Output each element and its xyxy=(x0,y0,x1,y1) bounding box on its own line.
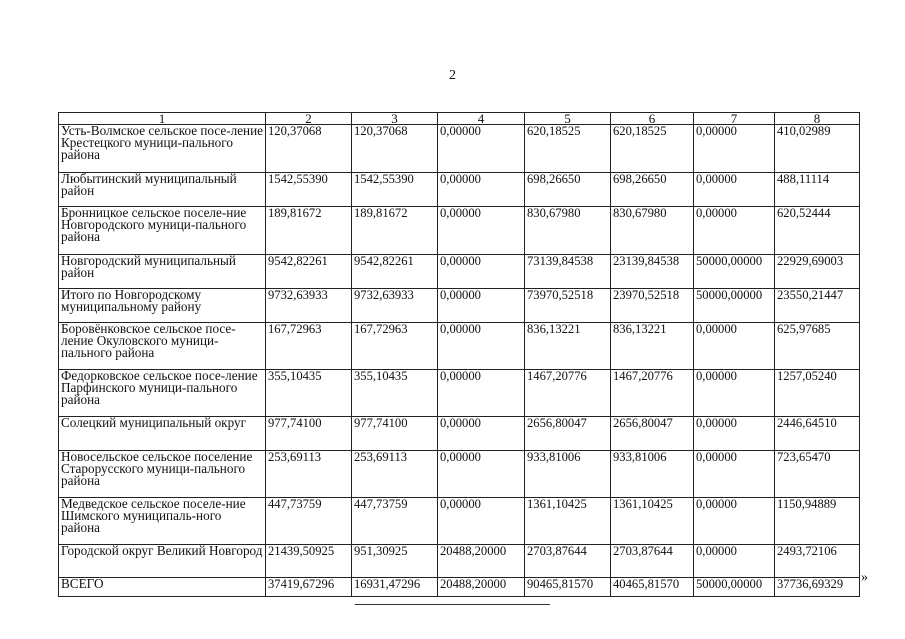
table-row xyxy=(59,417,860,451)
row-value: 189,81672 xyxy=(266,207,352,255)
row-name: Федорковское сельское посе-ление Парфинского муници-пального района xyxy=(59,370,266,417)
row-value: 488,11114 xyxy=(775,173,860,207)
row-value: 836,13221 xyxy=(525,323,611,370)
row-value: 23550,21447 xyxy=(775,289,860,323)
row-value: 23139,84538 xyxy=(611,255,694,289)
row-value: 50000,00000 xyxy=(694,255,775,289)
row-value: 2703,87644 xyxy=(525,545,611,578)
row-value: 620,18525 xyxy=(525,125,611,173)
row-value: 1150,94889 xyxy=(775,498,860,545)
row-value: 951,30925 xyxy=(352,545,438,578)
row-name: Бронницкое сельское поселе-ние Новгородского муници-пального района xyxy=(59,207,266,255)
row-value: 0,00000 xyxy=(438,370,525,417)
row-name: Усть-Волмское сельское посе-ление Крестецкого муници-пального района xyxy=(59,125,266,173)
column-header: 8 xyxy=(775,113,860,125)
row-value: 253,69113 xyxy=(352,451,438,498)
row-value: 977,74100 xyxy=(352,417,438,451)
row-value: 9542,82261 xyxy=(266,255,352,289)
row-value: 50000,00000 xyxy=(694,289,775,323)
row-value: 620,52444 xyxy=(775,207,860,255)
row-value: 0,00000 xyxy=(438,289,525,323)
row-value: 0,00000 xyxy=(694,125,775,173)
table-row xyxy=(59,125,860,173)
row-value: 2446,64510 xyxy=(775,417,860,451)
table-row xyxy=(59,498,860,545)
row-name: Новосельское сельское поселение Старорусского муници-пального района xyxy=(59,451,266,498)
row-value: 9542,82261 xyxy=(352,255,438,289)
row-value: 253,69113 xyxy=(266,451,352,498)
table-row xyxy=(59,451,860,498)
row-value: 20488,20000 xyxy=(438,578,525,597)
row-value: 723,65470 xyxy=(775,451,860,498)
row-name: Городской округ Великий Новгород xyxy=(59,545,266,578)
row-value: 1542,55390 xyxy=(266,173,352,207)
row-value: 2703,87644 xyxy=(611,545,694,578)
column-header: 2 xyxy=(266,113,352,125)
row-value: 167,72963 xyxy=(266,323,352,370)
row-value: 40465,81570 xyxy=(611,578,694,597)
row-value: 0,00000 xyxy=(438,125,525,173)
row-value: 37736,69329 xyxy=(775,578,860,597)
row-value: 836,13221 xyxy=(611,323,694,370)
column-header: 1 xyxy=(59,113,266,125)
row-name: Боровёнковское сельское посе-ление Окуловского муници-пального района xyxy=(59,323,266,370)
row-value: 73139,84538 xyxy=(525,255,611,289)
row-value: 20488,20000 xyxy=(438,545,525,578)
row-value: 1361,10425 xyxy=(525,498,611,545)
row-value: 1257,05240 xyxy=(775,370,860,417)
row-value: 1467,20776 xyxy=(611,370,694,417)
row-value: 0,00000 xyxy=(438,173,525,207)
table-row xyxy=(59,173,860,207)
row-value: 830,67980 xyxy=(525,207,611,255)
row-value: 410,02989 xyxy=(775,125,860,173)
row-value: 625,97685 xyxy=(775,323,860,370)
row-value: 120,37068 xyxy=(266,125,352,173)
row-value: 0,00000 xyxy=(694,207,775,255)
row-value: 977,74100 xyxy=(266,417,352,451)
row-value: 50000,00000 xyxy=(694,578,775,597)
row-value: 0,00000 xyxy=(438,207,525,255)
row-value: 90465,81570 xyxy=(525,578,611,597)
row-value: 698,26650 xyxy=(611,173,694,207)
row-value: 189,81672 xyxy=(352,207,438,255)
table-row xyxy=(59,255,860,289)
row-value: 9732,63933 xyxy=(352,289,438,323)
table-row xyxy=(59,323,860,370)
row-name: Любытинский муниципальный район xyxy=(59,173,266,207)
table-row xyxy=(59,207,860,255)
row-value: 21439,50925 xyxy=(266,545,352,578)
row-value: 2656,80047 xyxy=(611,417,694,451)
table-row xyxy=(59,370,860,417)
row-name: Итого по Новгородскому муниципальному району xyxy=(59,289,266,323)
row-name: Новгородский муниципальный район xyxy=(59,255,266,289)
row-value: 23970,52518 xyxy=(611,289,694,323)
row-value: 16931,47296 xyxy=(352,578,438,597)
row-value: 620,18525 xyxy=(611,125,694,173)
row-value: 0,00000 xyxy=(694,370,775,417)
row-value: 22929,69003 xyxy=(775,255,860,289)
row-value: 0,00000 xyxy=(694,323,775,370)
row-value: 933,81006 xyxy=(525,451,611,498)
budget-table xyxy=(58,112,860,597)
column-header: 7 xyxy=(694,113,775,125)
row-value: 37419,67296 xyxy=(266,578,352,597)
row-value: 0,00000 xyxy=(438,498,525,545)
row-value: 447,73759 xyxy=(266,498,352,545)
row-value: 0,00000 xyxy=(438,417,525,451)
row-value: 2493,72106 xyxy=(775,545,860,578)
table-row xyxy=(59,545,860,578)
table-row xyxy=(59,289,860,323)
row-value: 933,81006 xyxy=(611,451,694,498)
column-header: 5 xyxy=(525,113,611,125)
footer-rule xyxy=(355,604,550,605)
column-header: 6 xyxy=(611,113,694,125)
row-value: 9732,63933 xyxy=(266,289,352,323)
row-value: 0,00000 xyxy=(694,451,775,498)
row-value: 447,73759 xyxy=(352,498,438,545)
row-value: 73970,52518 xyxy=(525,289,611,323)
row-name: Медведское сельское поселе-ние Шимского муниципаль-ного района xyxy=(59,498,266,545)
row-value: 1467,20776 xyxy=(525,370,611,417)
column-header: 3 xyxy=(352,113,438,125)
row-value: 830,67980 xyxy=(611,207,694,255)
row-value: 355,10435 xyxy=(266,370,352,417)
row-value: 1542,55390 xyxy=(352,173,438,207)
row-value: 1361,10425 xyxy=(611,498,694,545)
row-value: 0,00000 xyxy=(694,417,775,451)
row-value: 120,37068 xyxy=(352,125,438,173)
table-header-row xyxy=(59,113,860,125)
row-value: 167,72963 xyxy=(352,323,438,370)
row-value: 0,00000 xyxy=(438,451,525,498)
row-value: 2656,80047 xyxy=(525,417,611,451)
page-number: 2 xyxy=(449,68,456,83)
column-header: 4 xyxy=(438,113,525,125)
row-name: ВСЕГО xyxy=(59,578,266,597)
total-row xyxy=(59,578,860,597)
row-name: Солецкий муниципальный округ xyxy=(59,417,266,451)
row-value: 355,10435 xyxy=(352,370,438,417)
row-value: 698,26650 xyxy=(525,173,611,207)
closing-quote: » xyxy=(861,570,868,585)
row-value: 0,00000 xyxy=(694,545,775,578)
row-value: 0,00000 xyxy=(438,323,525,370)
row-value: 0,00000 xyxy=(438,255,525,289)
row-value: 0,00000 xyxy=(694,498,775,545)
row-value: 0,00000 xyxy=(694,173,775,207)
